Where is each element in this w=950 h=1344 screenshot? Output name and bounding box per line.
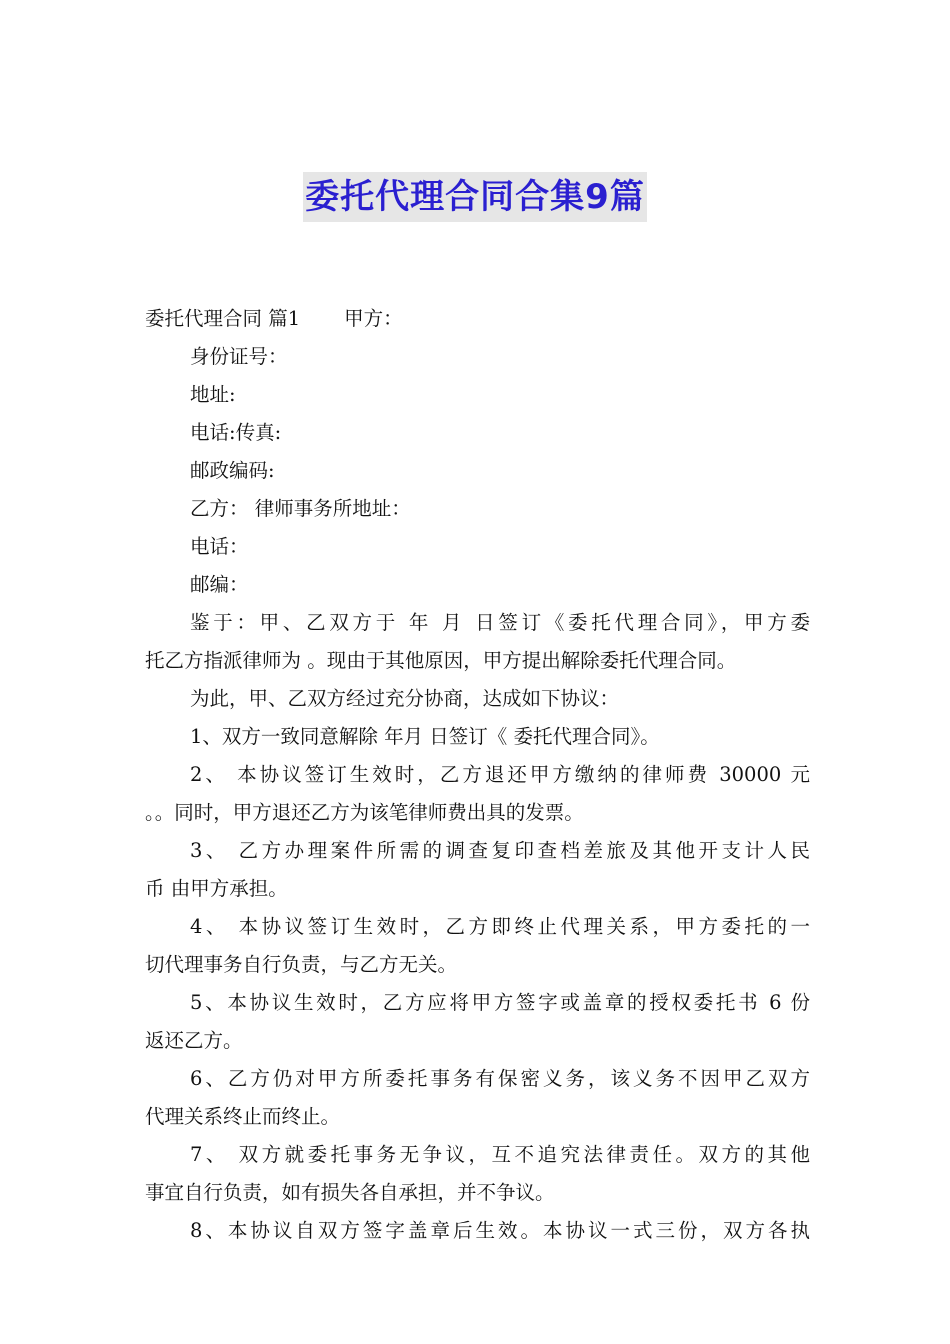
contract-heading: 委托代理合同 篇1: [145, 307, 301, 330]
clause-2-continued: 。。同时，甲方退还乙方为该笔律师费出具的发票。: [145, 801, 584, 824]
document-body: [145, 300, 810, 1250]
clause-6-line: 6、乙方仍对甲方所委托事务有保密义务，该义务不因甲乙双方: [190, 1067, 810, 1090]
clause-3-line: 3、 乙方办理案件所需的调查复印查档差旅及其他开支计人民: [190, 839, 810, 862]
postal-code-line: 邮政编码:: [190, 459, 275, 482]
party-b-line: 乙方： 律师事务所地址：: [190, 497, 411, 520]
clause-8-line: 8、本协议自双方签字盖章后生效。本协议一式三份，双方各执: [190, 1219, 810, 1242]
clause-4-line: 4、 本协议签订生效时，乙方即终止代理关系，甲方委托的一: [190, 915, 810, 938]
clause-6-continued: 代理关系终止而终止。: [145, 1105, 341, 1128]
party-a-label: 甲方：: [344, 307, 403, 330]
clause-7-line: 7、 双方就委托事务无争议，互不追究法律责任。双方的其他: [190, 1143, 810, 1166]
phone-fax-line: 电话:传真:: [190, 421, 282, 444]
paragraph-line: 为此，甲、乙双方经过充分协商，达成如下协议：: [190, 687, 620, 710]
clause-1-line: 1、双方一致同意解除 年月 日签订《 委托代理合同》。: [190, 725, 660, 748]
clause-3-continued: 币 由甲方承担。: [145, 877, 288, 900]
party-b-phone-line: 电话：: [190, 535, 249, 558]
contract-heading-line: [145, 300, 810, 338]
clause-4-continued: 切代理事务自行负责，与乙方无关。: [145, 953, 458, 976]
clause-5-line: 5、本协议生效时，乙方应将甲方签字或盖章的授权委托书 6 份: [190, 991, 810, 1014]
paragraph-line: 鉴于：甲、乙双方于 年 月 日签订《委托代理合同》，甲方委: [190, 611, 810, 634]
address-line: 地址:: [190, 383, 236, 406]
document-title: 委托代理合同合集9篇: [303, 172, 647, 222]
title-container: [0, 172, 950, 222]
paragraph-line: 托乙方指派律师为 。现由于其他原因，甲方提出解除委托代理合同。: [145, 649, 737, 672]
id-number-line: 身份证号：: [190, 345, 288, 368]
party-b-postcode-line: 邮编：: [190, 573, 249, 596]
clause-5-continued: 返还乙方。: [145, 1029, 243, 1052]
clause-2-line: 2、 本协议签订生效时，乙方退还甲方缴纳的律师费 30000 元: [190, 763, 810, 786]
clause-7-continued: 事宜自行负责，如有损失各自承担，并不争议。: [145, 1181, 555, 1204]
